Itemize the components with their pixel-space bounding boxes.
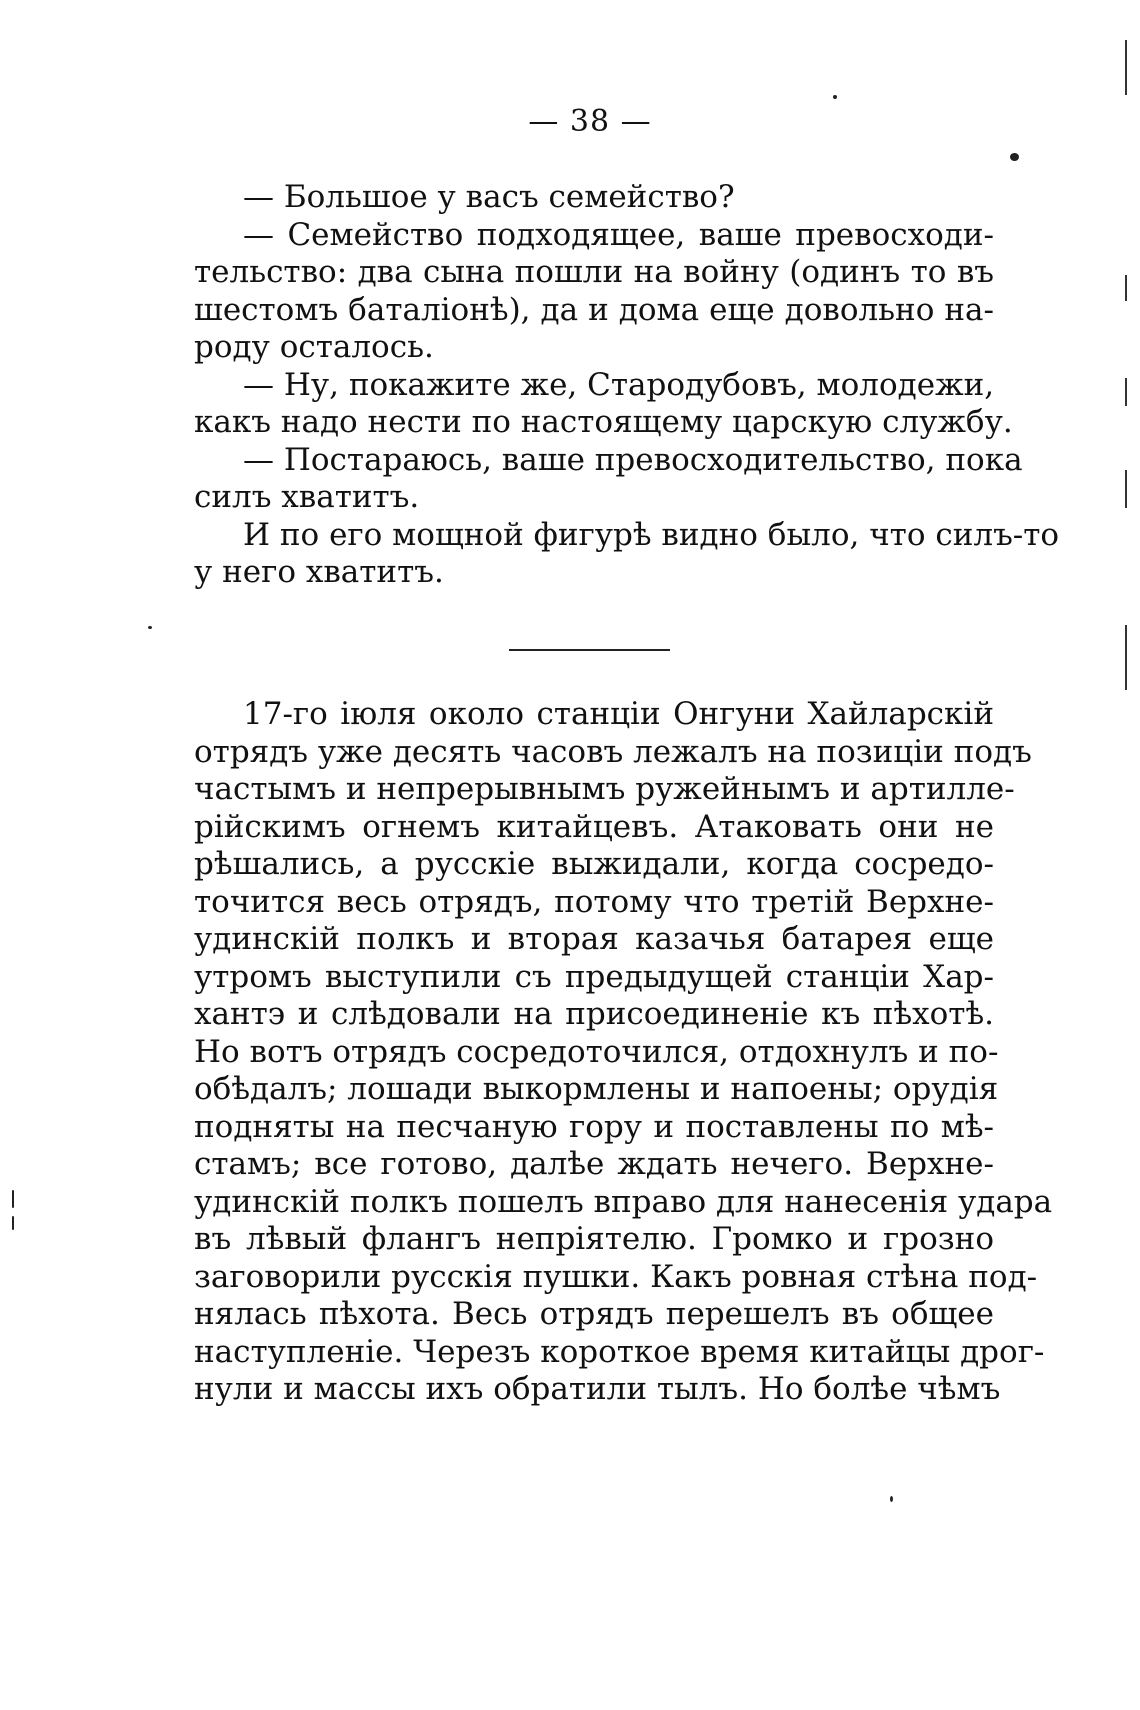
text-line: хантэ и слѣдовали на присоединеніе къ пѣхотѣ. — [194, 996, 994, 1032]
margin-rule — [1125, 470, 1127, 508]
text-line: нули и массы ихъ обратили тылъ. Но болѣе чѣмъ — [194, 1371, 1001, 1407]
text-line: силъ хватитъ. — [194, 479, 420, 515]
text-line: — Семейство подходящее, ваше превосходи- — [243, 216, 994, 253]
dialogue-text-block — [194, 179, 1060, 592]
text-line: обѣдалъ; лошади выкормлены и напоены; орудія — [194, 1071, 999, 1107]
scan-speck — [890, 1496, 893, 1502]
text-line: рѣшались, а русскіе выжидали, когда сосредо- — [194, 846, 994, 882]
text-line: нялась пѣхота. Весь отрядъ перешелъ въ общее — [194, 1296, 994, 1332]
scan-speck — [148, 626, 152, 629]
text-line: утромъ выступили съ предыдущей станціи Хар- — [194, 958, 994, 995]
page-number: — 38 — — [528, 104, 652, 139]
text-line: рійскимъ огнемъ китайцевъ. Атаковать они не — [194, 808, 994, 845]
text-line: подняты на песчаную гору и поставлены по мѣ- — [194, 1108, 994, 1145]
text-line: тельство: два сына пошли на войну (одинъ то въ — [194, 254, 994, 290]
margin-rule — [1125, 40, 1127, 95]
text-line: стамъ; все готово, далѣе ждать нечего. Верхне- — [194, 1146, 994, 1182]
margin-rule — [1125, 378, 1127, 406]
text-line: удинскій полкъ и вторая казачья батарея еще — [194, 921, 994, 957]
text-line: И по его мощной фигурѣ видно было, что силъ-то — [243, 516, 1060, 553]
text-line: наступленіе. Черезъ короткое время китайцы дрог- — [194, 1333, 1045, 1370]
scan-speck — [1010, 153, 1019, 161]
margin-rule — [1125, 275, 1127, 301]
text-line: шестомъ баталіонѣ), да и дома еще довольно на- — [194, 291, 994, 328]
text-line: — Ну, покажите же, Стародубовъ, молодежи, — [243, 366, 995, 403]
chapter-text-block — [194, 696, 1053, 1409]
scan-speck — [12, 1216, 14, 1230]
text-line: какъ надо нести по настоящему царскую службу. — [194, 404, 1013, 440]
text-line: 17-го іюля около станціи Онгуни Хайларскій — [243, 696, 994, 732]
scan-speck — [12, 1190, 14, 1208]
text-line: частымъ и непрерывнымъ ружейнымъ и артилле- — [194, 771, 1015, 807]
margin-rule — [1125, 625, 1127, 690]
text-line: — Большое у васъ семейство? — [243, 179, 735, 215]
text-line: отрядъ уже десять часовъ лежалъ на позиціи подъ — [194, 733, 1032, 770]
text-line: удинскій полкъ пошелъ вправо для нанесенія удара — [194, 1183, 1053, 1220]
text-line: заговорили русскія пушки. Какъ ровная стѣна под- — [194, 1258, 1038, 1295]
text-line: Но вотъ отрядъ сосредоточился, отдохнулъ и по- — [194, 1033, 999, 1070]
text-line: — Постараюсь, ваше превосходительство, пока — [243, 441, 1023, 478]
text-line: роду осталось. — [194, 329, 434, 365]
scan-speck — [833, 95, 837, 99]
section-divider — [509, 649, 670, 651]
text-line: въ лѣвый флангъ непріятелю. Громко и грозно — [194, 1221, 994, 1257]
text-line: точится весь отрядъ, потому что третій Верхне- — [194, 883, 994, 920]
text-line: у него хватитъ. — [194, 554, 444, 590]
